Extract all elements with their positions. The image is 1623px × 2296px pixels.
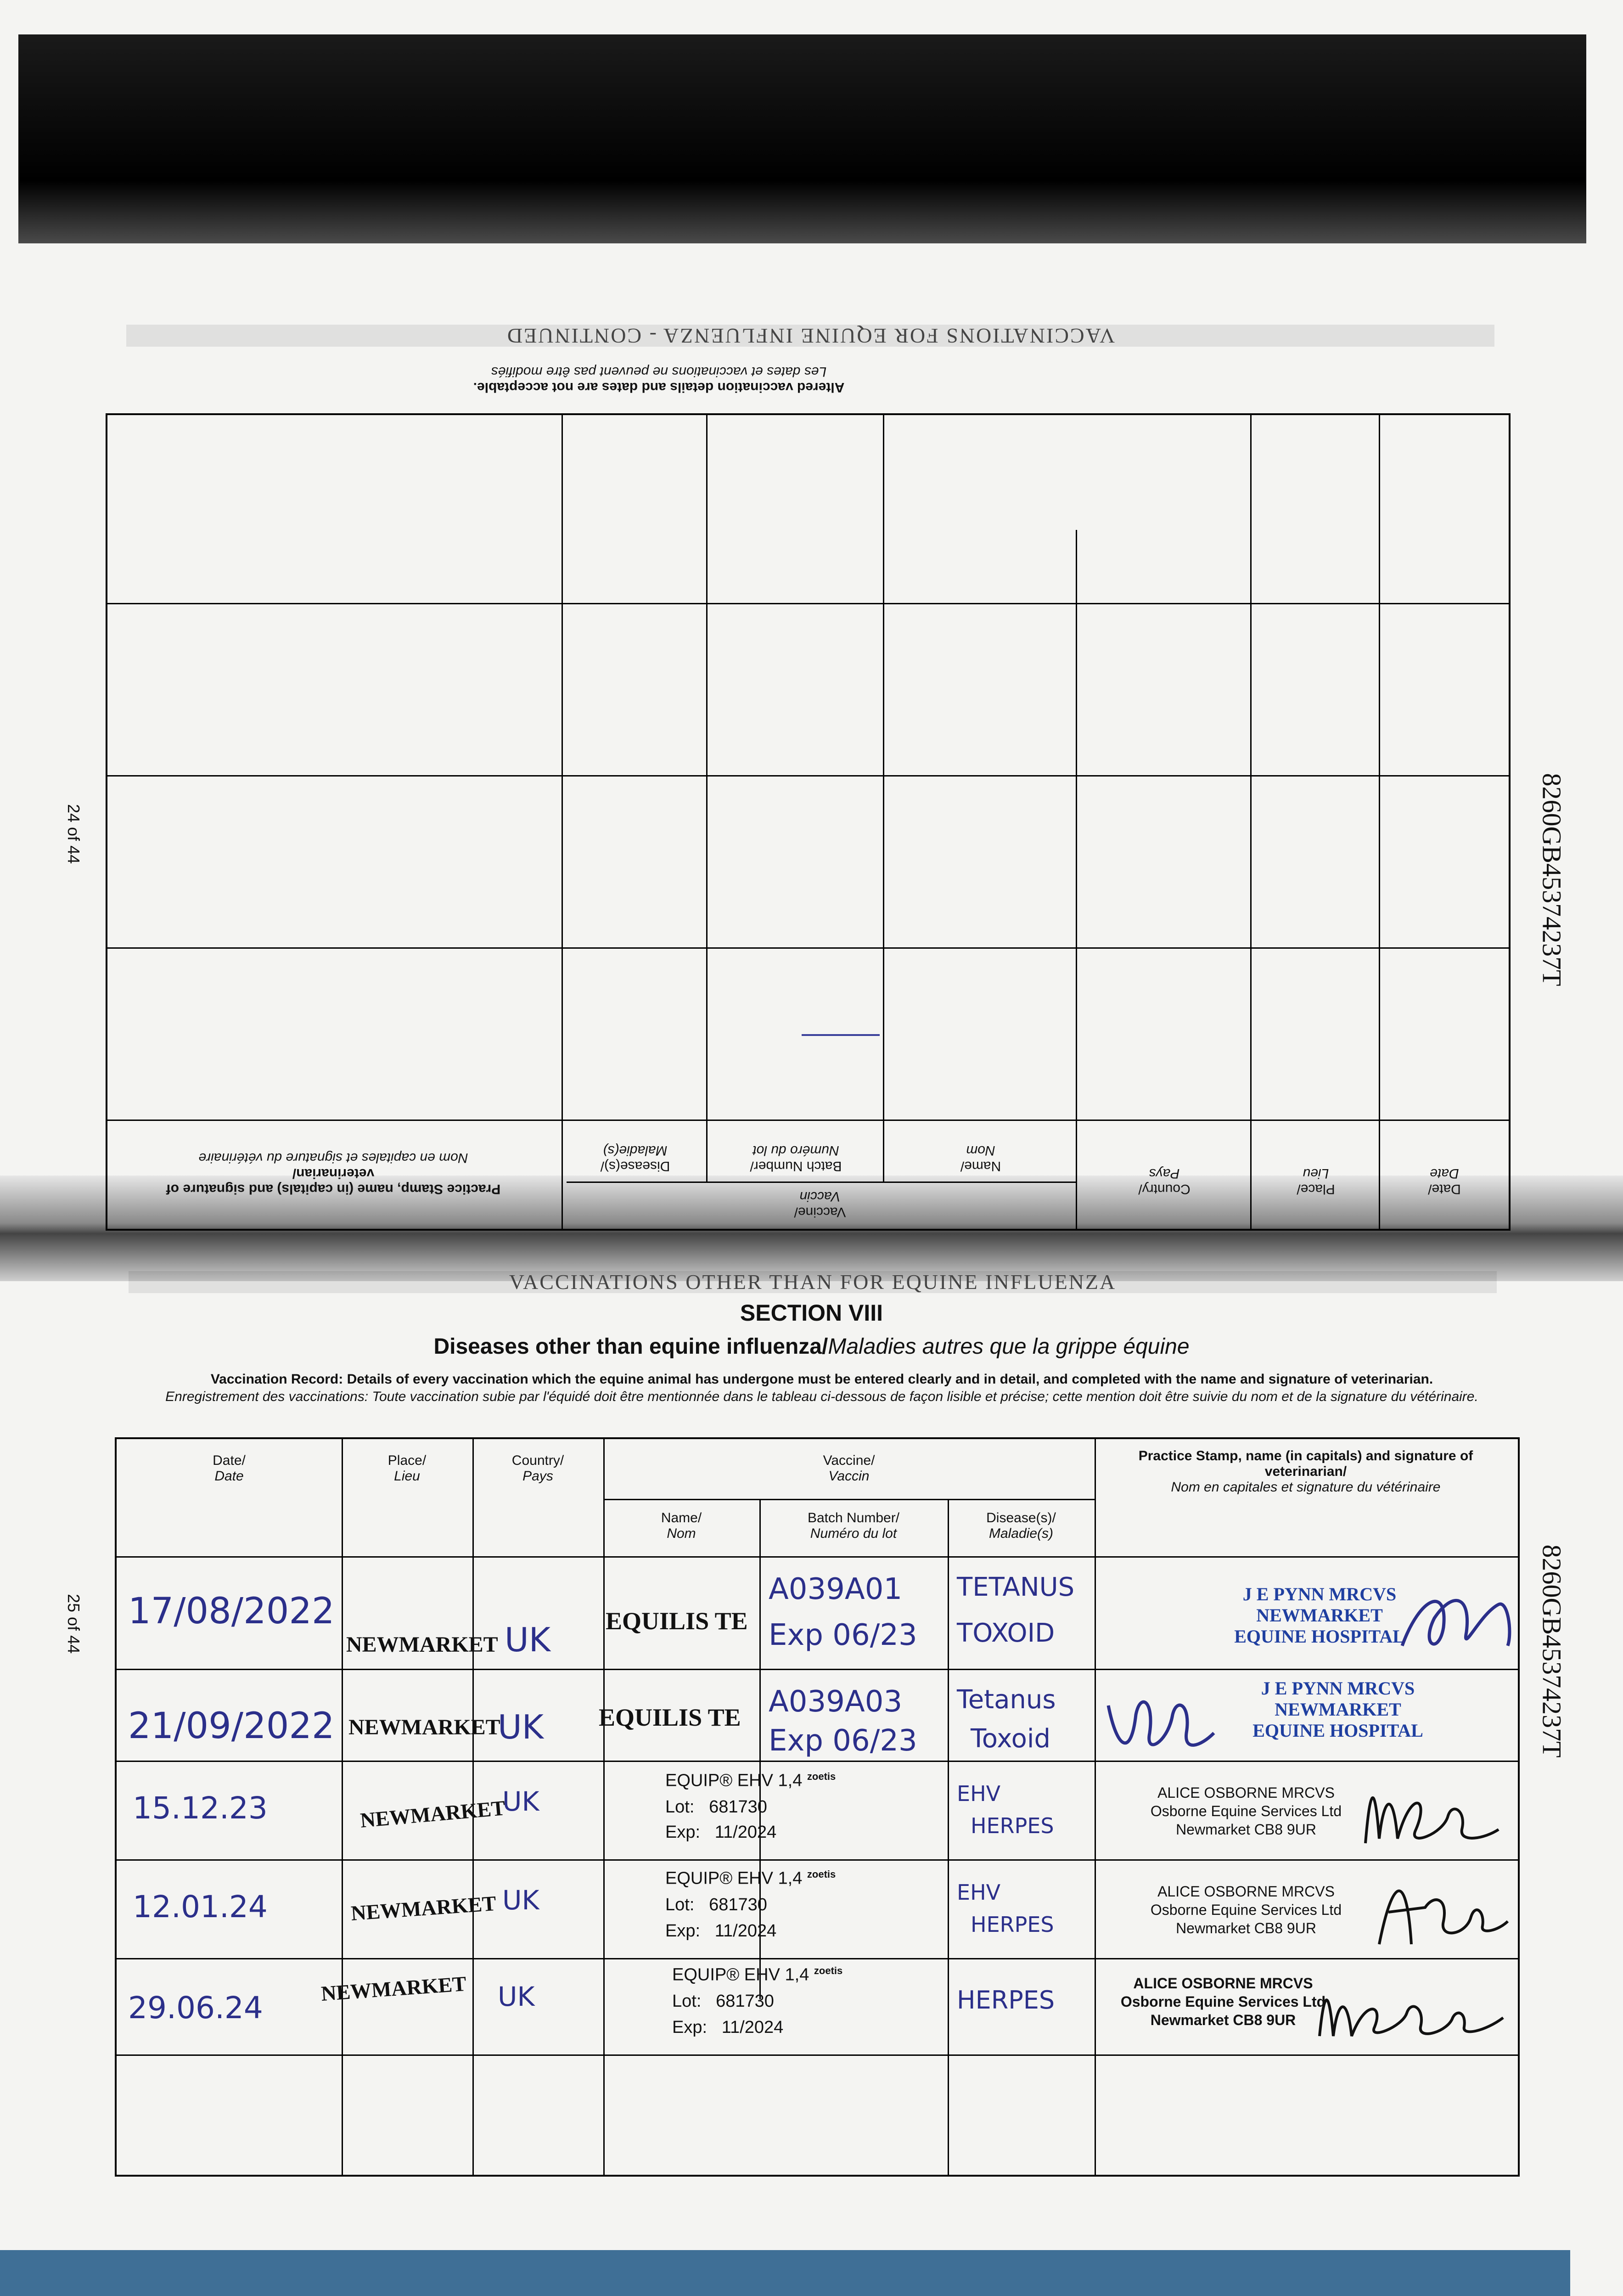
row5-practice-stamp: ALICE OSBORNE MRCVS Osborne Equine Services Ltd Newmarket CB8 9UR — [1120, 1975, 1326, 2028]
row5-date: 29.06.24 — [128, 1990, 263, 2026]
vaccination-table — [115, 1437, 1520, 2177]
row3-place: NEWMARKET — [359, 1796, 506, 1832]
row1-vet-signature — [1393, 1577, 1522, 1669]
header-stamp: Practice Stamp, name (in capitals) and signature of veterinarian/ Nom en capitales et signature du vétérinaire — [1138, 1448, 1473, 1495]
row2-batch-exp: Exp 06/23 — [769, 1724, 917, 1758]
section-subtitle: Diseases other than equine influenza/Maladies autres que la grippe équine — [433, 1334, 1190, 1359]
row2-country: UK — [498, 1708, 544, 1746]
row4-exp: Exp: 11/2024 — [665, 1921, 777, 1941]
upper-header-name: Name/ Nom — [960, 1143, 1001, 1174]
row4-place: NEWMARKET — [350, 1891, 497, 1925]
upper-page — [0, 257, 1623, 1231]
header-date: Date/ Date — [213, 1453, 246, 1484]
row3-disease: EHV — [957, 1781, 1001, 1806]
upper-header-stamp: Practice Stamp, name (in capitals) and signature of veterinarian/ Nom en capitales et signature du vétérinaire — [166, 1150, 501, 1197]
header-vaccine: Vaccine/ Vaccin — [823, 1453, 875, 1484]
row5-vet-signature — [1310, 1972, 1512, 2045]
page-number-lower: 25 of 44 — [64, 1594, 83, 1654]
row2-place: NEWMARKET — [348, 1715, 500, 1739]
row3-disease-2: HERPES — [971, 1813, 1054, 1838]
row1-date: 17/08/2022 — [128, 1591, 335, 1632]
upper-header-date: Date/ Date — [1428, 1166, 1461, 1197]
upper-header-country: Country/ Pays — [1138, 1166, 1191, 1197]
row2-practice-stamp: J E PYNN MRCVS NEWMARKET EQUINE HOSPITAL — [1252, 1678, 1423, 1741]
row3-lot: Lot: 681730 — [665, 1797, 767, 1817]
row4-disease: EHV — [957, 1880, 1001, 1905]
row4-disease-2: HERPES — [971, 1912, 1054, 1937]
row2-batch: A039A03 — [769, 1685, 903, 1719]
row1-practice-stamp: J E PYNN MRCVS NEWMARKET EQUINE HOSPITAL — [1234, 1584, 1405, 1647]
passport-number-lower: 8260GB45374237T — [1537, 1544, 1567, 1758]
record-instructions: Vaccination Record: Details of every vaccination which the equine animal has undergone must be entered clearly and in detail, and completed with the name and signature of veterinarian. Enregistrement des vaccinations: Toute vaccination subie par l'équidé doit être mentionnée dans le tableau ci-dessous de façon lisible et précise; cette mention doit être suivie du nom et de la signature du vétérinaire. — [165, 1372, 1478, 1404]
header-disease: Disease(s)/ Maladie(s) — [986, 1510, 1056, 1541]
row1-vaccine-name: EQUILIS TE — [606, 1607, 748, 1635]
row2-vet-signature — [1099, 1687, 1219, 1761]
upper-banner: VACCINATIONS FOR EQUINE INFLUENZA - CONTINUED — [126, 325, 1494, 347]
row5-lot: Lot: 681730 — [672, 1992, 774, 2011]
row1-batch: A039A01 — [769, 1572, 903, 1606]
row3-country: UK — [502, 1786, 539, 1817]
section-title: SECTION VIII — [740, 1300, 883, 1326]
row2-vaccine-name: EQUILIS TE — [599, 1704, 741, 1731]
upper-header-disease: Disease(s)/ Maladie(s) — [600, 1143, 670, 1174]
row4-vet-signature — [1365, 1866, 1512, 1953]
row3-vet-signature — [1356, 1770, 1508, 1857]
row3-practice-stamp: ALICE OSBORNE MRCVS Osborne Equine Services Ltd Newmarket CB8 9UR — [1150, 1784, 1342, 1838]
header-place: Place/ Lieu — [387, 1453, 427, 1484]
header-name: Name/ Nom — [661, 1510, 702, 1541]
lower-banner: VACCINATIONS OTHER THAN FOR EQUINE INFLUENZA — [129, 1271, 1497, 1293]
upper-header-batch: Batch Number/ Numéro du lot — [750, 1143, 842, 1174]
upper-vaccination-table — [106, 413, 1511, 1231]
scan-shadow-top — [18, 34, 1586, 243]
row1-disease: TETANUS — [957, 1572, 1075, 1602]
row5-place: NEWMARKET — [320, 1972, 467, 2005]
row1-disease-2: TOXOID — [957, 1618, 1055, 1648]
row4-practice-stamp: ALICE OSBORNE MRCVS Osborne Equine Services Ltd Newmarket CB8 9UR — [1150, 1883, 1342, 1936]
row1-place: NEWMARKET — [346, 1632, 498, 1657]
page-number-upper: 24 of 44 — [64, 804, 83, 864]
row4-vaccine-name: EQUIP® EHV 1,4 $^{zoetis}$ — [665, 1868, 836, 1888]
upper-notice: Altered vaccination details and dates are not acceptable. Les dates et vaccinations ne peuvent pas être modifiés — [473, 364, 845, 395]
row2-disease-2: Toxoid — [971, 1724, 1051, 1754]
row2-date: 21/09/2022 — [128, 1705, 335, 1747]
row4-lot: Lot: 681730 — [665, 1895, 767, 1914]
row4-date: 12.01.24 — [133, 1889, 268, 1925]
row5-country: UK — [498, 1981, 535, 2012]
row3-vaccine-name: EQUIP® EHV 1,4 $^{zoetis}$ — [665, 1771, 836, 1790]
row5-vaccine-name: EQUIP® EHV 1,4 $^{zoetis}$ — [672, 1965, 843, 1985]
row3-exp: Exp: 11/2024 — [665, 1823, 777, 1842]
upper-header-vaccine: Vaccine/ Vaccin — [794, 1189, 846, 1220]
passport-number-upper: 8260GB45374237T — [1537, 773, 1567, 986]
row1-country: UK — [505, 1621, 550, 1659]
row1-batch-exp: Exp 06/23 — [769, 1618, 917, 1652]
header-country: Country/ Pays — [511, 1453, 564, 1484]
header-batch: Batch Number/ Numéro du lot — [807, 1510, 900, 1541]
row5-disease: HERPES — [957, 1986, 1055, 2015]
row3-date: 15.12.23 — [133, 1790, 268, 1826]
stray-pen-mark — [802, 1034, 880, 1036]
row4-country: UK — [502, 1885, 539, 1916]
upper-header-place: Place/ Lieu — [1297, 1166, 1335, 1197]
page-edge-strip — [0, 2250, 1570, 2296]
row5-exp: Exp: 11/2024 — [672, 2018, 784, 2037]
row2-disease: Tetanus — [957, 1685, 1056, 1715]
